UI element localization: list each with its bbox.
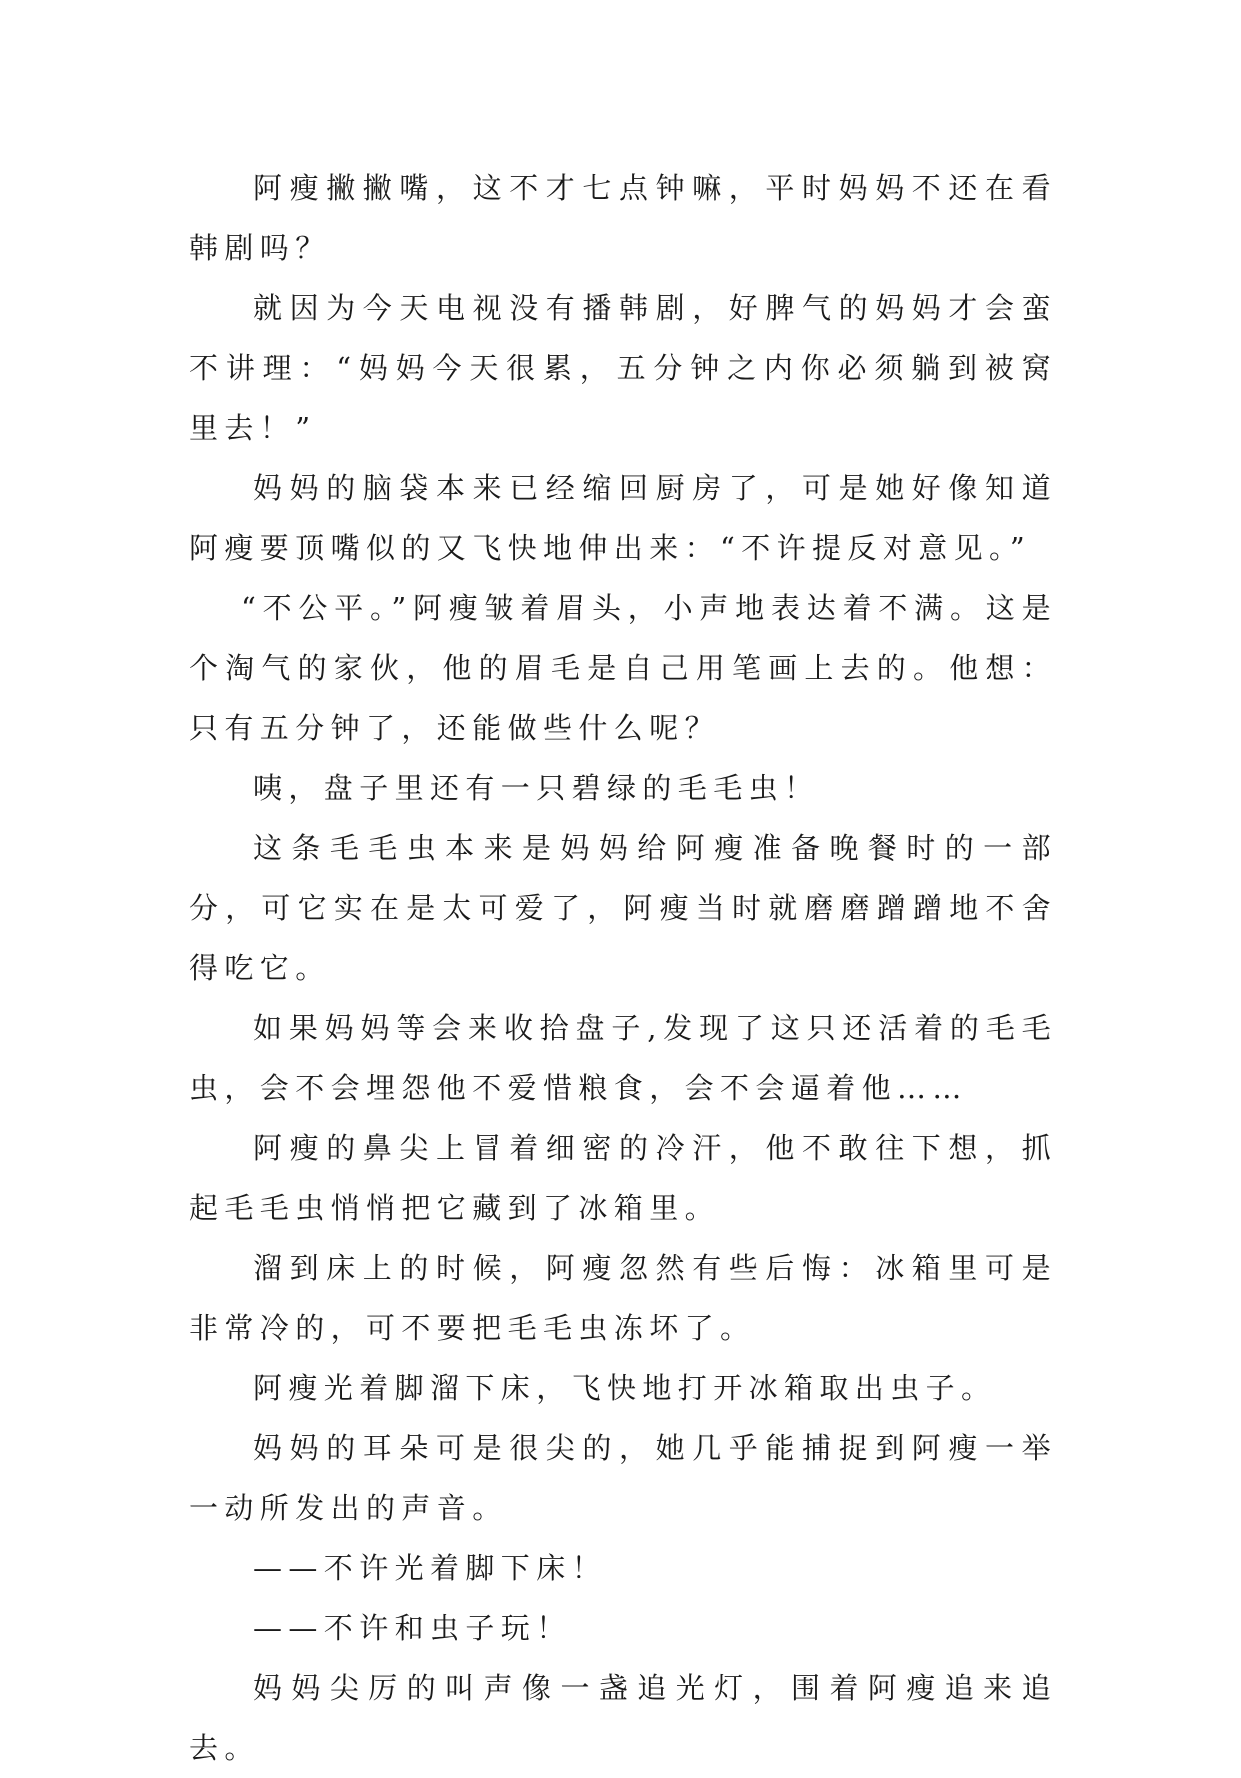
paragraph: 咦，盘子里还有一只碧绿的毛毛虫！ bbox=[253, 771, 820, 805]
paragraph: 就因为今天电视没有播韩剧，好脾气的妈妈才会蛮不讲理：“妈妈今天很累，五分钟之内你必须躺到被窝里去！” bbox=[189, 291, 1057, 445]
paragraph: 阿瘦的鼻尖上冒着细密的冷汗，他不敢往下想，抓起毛毛虫悄悄把它藏到了冰箱里。 bbox=[189, 1131, 1057, 1225]
paragraph: 妈妈尖厉的叫声像一盏追光灯，围着阿瘦追来追去。 bbox=[189, 1671, 1057, 1765]
paragraph: 阿瘦撇撇嘴，这不才七点钟嘛，平时妈妈不还在看韩剧吗？ bbox=[189, 171, 1057, 265]
paragraph: 这条毛毛虫本来是妈妈给阿瘦准备晚餐时的一部分，可它实在是太可爱了，阿瘦当时就磨磨蹭蹭地不舍得吃它。 bbox=[189, 831, 1057, 985]
paragraph: 妈妈的耳朵可是很尖的，她几乎能捕捉到阿瘦一举一动所发出的声音。 bbox=[189, 1431, 1057, 1525]
paragraph: 阿瘦光着脚溜下床，飞快地打开冰箱取出虫子。 bbox=[253, 1371, 997, 1405]
paragraph: 如果妈妈等会来收拾盘子,发现了这只还活着的毛毛虫，会不会埋怨他不爱惜粮食，会不会逼着他…… bbox=[189, 1011, 1057, 1105]
paragraph: ——不许光着脚下床！ bbox=[253, 1551, 608, 1585]
paragraph: 妈妈的脑袋本来已经缩回厨房了，可是她好像知道阿瘦要顶嘴似的又飞快地伸出来：“不许提反对意见。” bbox=[189, 471, 1057, 565]
paragraph: 溜到床上的时候，阿瘦忽然有些后悔：冰箱里可是非常冷的，可不要把毛毛虫冻坏了。 bbox=[189, 1251, 1057, 1345]
story-text bbox=[189, 158, 1057, 1778]
paragraph: “不公平。”阿瘦皱着眉头，小声地表达着不满。这是个淘气的家伙，他的眉毛是自己用笔画上去的。他想：只有五分钟了，还能做些什么呢？ bbox=[189, 591, 1057, 745]
paragraph: ——不许和虫子玩！ bbox=[253, 1611, 572, 1645]
